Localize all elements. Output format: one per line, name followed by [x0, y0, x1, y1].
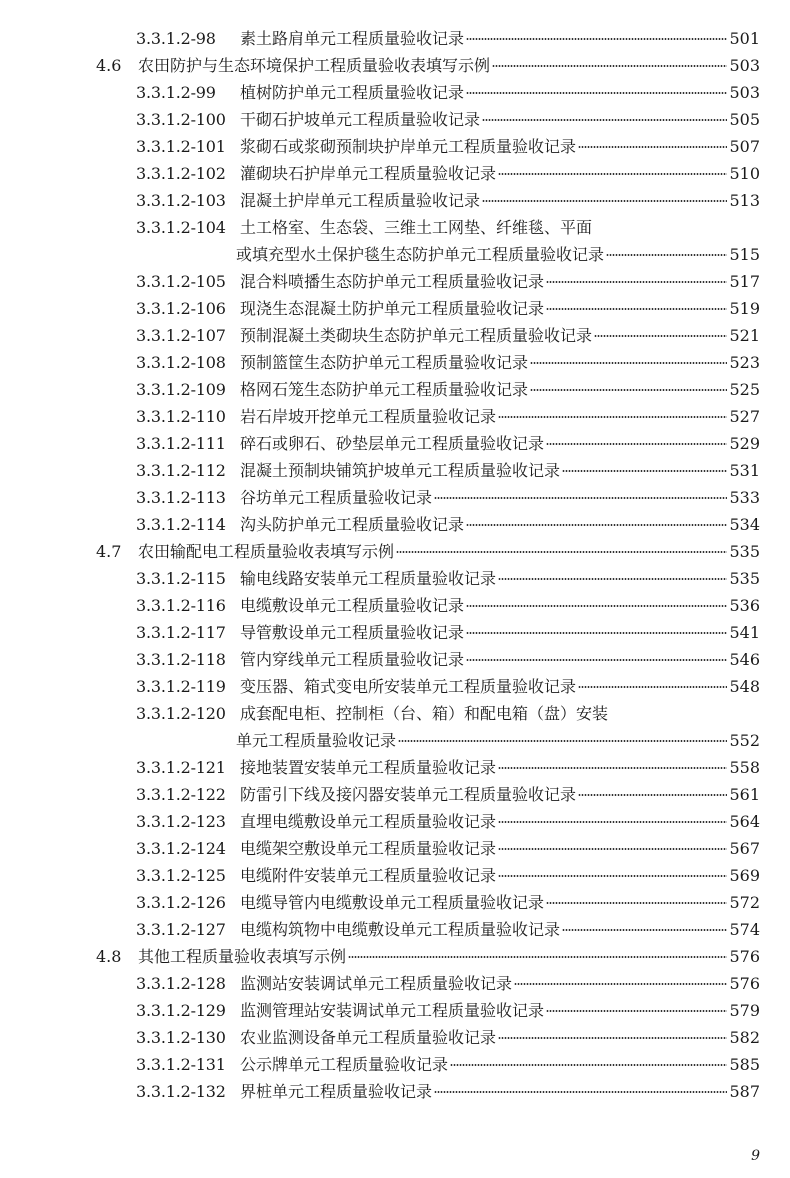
toc-page-ref: 569	[729, 866, 760, 885]
toc-page-ref: 515	[729, 245, 760, 264]
toc-entry-title: 混凝土护岸单元工程质量验收记录	[240, 191, 481, 210]
dot-leader	[530, 362, 727, 364]
dot-leader	[450, 1064, 727, 1066]
toc-entry-number: 3.3.1.2-101	[136, 137, 226, 156]
toc-page-ref: 576	[729, 947, 760, 966]
toc-entry-line	[240, 376, 760, 403]
toc-page-ref: 546	[729, 650, 760, 669]
toc-entry-title: 电缆架空敷设单元工程质量验收记录	[240, 839, 497, 858]
toc-entry-number: 3.3.1.2-125	[136, 866, 226, 885]
toc-entry-number: 3.3.1.2-132	[136, 1082, 226, 1101]
toc-entry-number: 3.3.1.2-127	[136, 920, 226, 939]
toc-entry-row[interactable]	[0, 376, 790, 403]
toc-entry-line	[240, 133, 760, 160]
toc-entry-number: 3.3.1.2-119	[136, 677, 226, 696]
toc-entry-row[interactable]	[0, 511, 790, 538]
toc-page-ref: 576	[729, 974, 760, 993]
toc-entry-row[interactable]	[0, 295, 790, 322]
toc-entry-row[interactable]	[0, 997, 790, 1024]
toc-entry-number: 3.3.1.2-104	[136, 218, 226, 237]
toc-entry-line	[240, 79, 760, 106]
toc-entry-line	[240, 430, 760, 457]
toc-page-ref: 558	[729, 758, 760, 777]
toc-entry-line	[240, 106, 760, 133]
dot-leader	[546, 902, 727, 904]
toc-page-ref: 519	[729, 299, 760, 318]
toc-page-ref: 564	[729, 812, 760, 831]
toc-entry-number: 3.3.1.2-118	[136, 650, 226, 669]
toc-entry-line	[240, 781, 760, 808]
toc-page-ref: 503	[729, 83, 760, 102]
toc-entry-title: 界桩单元工程质量验收记录	[240, 1082, 433, 1101]
toc-entry-number: 3.3.1.2-128	[136, 974, 226, 993]
toc-entry-title: 农田防护与生态环境保护工程质量验收表填写示例	[138, 56, 491, 75]
toc-entry-number: 3.3.1.2-122	[136, 785, 226, 804]
toc-entry-title: 土工格室、生态袋、三维土工网垫、纤维毯、平面	[240, 218, 593, 237]
toc-page-ref: 535	[729, 542, 760, 561]
toc-page-ref: 525	[729, 380, 760, 399]
toc-entry-line	[240, 295, 760, 322]
toc-page-ref: 533	[729, 488, 760, 507]
dot-leader	[348, 956, 727, 958]
toc-entry-row[interactable]	[0, 889, 790, 916]
toc-entry-number: 3.3.1.2-107	[136, 326, 226, 345]
toc-entry-title: 成套配电柜、控制柜（台、箱）和配电箱（盘）安装	[240, 704, 609, 723]
toc-entry-row[interactable]	[0, 565, 790, 592]
toc-page-ref: 567	[729, 839, 760, 858]
toc-entry-title: 预制篮筐生态防护单元工程质量验收记录	[240, 353, 529, 372]
dot-leader	[492, 65, 727, 67]
dot-leader	[498, 848, 727, 850]
toc-entry-line	[240, 916, 760, 943]
toc-entry-number: 3.3.1.2-99	[136, 83, 216, 102]
toc-entry-title: 混凝土预制块铺筑护坡单元工程质量验收记录	[240, 461, 561, 480]
toc-entry-title: 电缆敷设单元工程质量验收记录	[240, 596, 465, 615]
dot-leader	[498, 578, 727, 580]
toc-page-ref: 574	[729, 920, 760, 939]
toc-entry-number: 3.3.1.2-106	[136, 299, 226, 318]
toc-entry-line	[138, 52, 760, 79]
dot-leader	[498, 173, 727, 175]
toc-entry-number: 3.3.1.2-120	[136, 704, 226, 723]
dot-leader	[562, 929, 727, 931]
toc-entry-title: 混合料喷播生态防护单元工程质量验收记录	[240, 272, 545, 291]
toc-entry-line	[240, 673, 760, 700]
toc-entry-row[interactable]	[0, 646, 790, 673]
toc-entry-row[interactable]	[0, 1051, 790, 1078]
toc-entry-row[interactable]	[0, 160, 790, 187]
dot-leader	[466, 632, 727, 634]
toc-entry-title: 电缆导管内电缆敷设单元工程质量验收记录	[240, 893, 545, 912]
toc-entry-title: 干砌石护坡单元工程质量验收记录	[240, 110, 481, 129]
toc-page-ref: 552	[729, 731, 760, 750]
toc-page-ref: 541	[729, 623, 760, 642]
toc-entry-line	[240, 322, 760, 349]
toc-entry-row[interactable]	[0, 79, 790, 106]
toc-page-ref: 503	[729, 56, 760, 75]
toc-entry-row[interactable]	[0, 700, 790, 727]
toc-entry-row[interactable]	[0, 133, 790, 160]
dot-leader	[514, 983, 727, 985]
dot-leader	[466, 659, 727, 661]
toc-entry-number: 3.3.1.2-113	[136, 488, 226, 507]
toc-entry-line	[240, 1078, 760, 1105]
toc-page-ref: 513	[729, 191, 760, 210]
toc-entry-number: 3.3.1.2-112	[136, 461, 226, 480]
toc-page-ref: 582	[729, 1028, 760, 1047]
toc-entry-number: 3.3.1.2-123	[136, 812, 226, 831]
toc-entry-line	[240, 754, 760, 781]
toc-entry-row[interactable]	[0, 808, 790, 835]
toc-entry-line	[240, 403, 760, 430]
toc-entry-row[interactable]	[0, 457, 790, 484]
toc-entry-number: 4.6	[96, 56, 122, 75]
toc-entry-title: 浆砌石或浆砌预制块护岸单元工程质量验收记录	[240, 137, 577, 156]
toc-entry-row[interactable]	[0, 268, 790, 295]
toc-entry-line	[240, 997, 760, 1024]
dot-leader	[498, 875, 727, 877]
toc-entry-line	[240, 484, 760, 511]
toc-entry-number: 3.3.1.2-110	[136, 407, 226, 426]
toc-entry-row[interactable]	[0, 106, 790, 133]
toc-entry-number: 3.3.1.2-129	[136, 1001, 226, 1020]
toc-entry-line	[240, 592, 760, 619]
toc-entry-row[interactable]	[0, 754, 790, 781]
toc-entry-line	[236, 241, 760, 268]
toc-entry-line	[240, 889, 760, 916]
toc-entry-title: 现浇生态混凝土防护单元工程质量验收记录	[240, 299, 545, 318]
toc-page-ref: 534	[729, 515, 760, 534]
toc-entry-line	[240, 268, 760, 295]
dot-leader	[498, 416, 727, 418]
toc-page-ref: 535	[729, 569, 760, 588]
toc-entry-title: 导管敷设单元工程质量验收记录	[240, 623, 465, 642]
dot-leader	[578, 794, 727, 796]
toc-entry-number: 3.3.1.2-116	[136, 596, 226, 615]
toc-entry-line	[240, 970, 760, 997]
toc-entry-line	[240, 565, 760, 592]
dot-leader	[396, 551, 727, 553]
toc-entry-number: 3.3.1.2-102	[136, 164, 226, 183]
toc-page-ref: 501	[729, 29, 760, 48]
toc-entry-number: 3.3.1.2-114	[136, 515, 226, 534]
toc-entry-row[interactable]	[0, 1024, 790, 1051]
toc-entry-line	[236, 727, 760, 754]
toc-entry-row[interactable]	[0, 349, 790, 376]
dot-leader	[562, 470, 727, 472]
toc-entry-row[interactable]	[0, 322, 790, 349]
dot-leader	[578, 146, 727, 148]
dot-leader	[434, 497, 727, 499]
dot-leader	[546, 308, 727, 310]
toc-entry-row[interactable]	[0, 862, 790, 889]
toc-page-ref: 561	[729, 785, 760, 804]
toc-entry-row[interactable]	[0, 781, 790, 808]
toc-section-row[interactable]	[0, 538, 790, 565]
toc-entry-line	[240, 25, 760, 52]
toc-entry-line	[240, 457, 760, 484]
dot-leader	[594, 335, 727, 337]
toc-page-ref: 517	[729, 272, 760, 291]
toc-entry-number: 3.3.1.2-100	[136, 110, 226, 129]
toc-entry-row[interactable]	[0, 430, 790, 457]
toc-entry-number: 3.3.1.2-109	[136, 380, 226, 399]
toc-entry-title: 公示牌单元工程质量验收记录	[240, 1055, 449, 1074]
toc-entry-row[interactable]	[0, 241, 790, 268]
toc-entry-row[interactable]	[0, 619, 790, 646]
toc-entry-line	[240, 808, 760, 835]
toc-entry-row[interactable]	[0, 835, 790, 862]
toc-entry-number: 3.3.1.2-103	[136, 191, 226, 210]
toc-page-ref: 572	[729, 893, 760, 912]
toc-entry-number: 3.3.1.2-131	[136, 1055, 226, 1074]
toc-entry-title: 碎石或卵石、砂垫层单元工程质量验收记录	[240, 434, 545, 453]
toc-entry-title: 植树防护单元工程质量验收记录	[240, 83, 465, 102]
toc-entry-number: 3.3.1.2-115	[136, 569, 226, 588]
toc-entry-line	[138, 538, 760, 565]
toc-entry-number: 3.3.1.2-121	[136, 758, 226, 777]
dot-leader	[498, 767, 727, 769]
toc-entry-row[interactable]	[0, 214, 790, 241]
toc-entry-title: 农田输配电工程质量验收表填写示例	[138, 542, 395, 561]
toc-page-ref: 529	[729, 434, 760, 453]
toc-entry-title: 单元工程质量验收记录	[236, 731, 397, 750]
toc-entry-line	[240, 646, 760, 673]
toc-entry-number: 3.3.1.2-105	[136, 272, 226, 291]
toc-entry-row[interactable]	[0, 403, 790, 430]
dot-leader	[546, 443, 727, 445]
toc-entry-number: 3.3.1.2-126	[136, 893, 226, 912]
toc-entry-row[interactable]	[0, 25, 790, 52]
toc-entry-line	[240, 862, 760, 889]
toc-page-ref: 507	[729, 137, 760, 156]
toc-page-ref: 527	[729, 407, 760, 426]
dot-leader	[434, 1091, 727, 1093]
toc-entry-number: 3.3.1.2-108	[136, 353, 226, 372]
dot-leader	[466, 38, 727, 40]
toc-entry-line	[240, 1051, 760, 1078]
toc-entry-title: 监测管理站安装调试单元工程质量验收记录	[240, 1001, 545, 1020]
toc-entry-title: 防雷引下线及接闪器安装单元工程质量验收记录	[240, 785, 577, 804]
toc-entry-title: 电缆附件安装单元工程质量验收记录	[240, 866, 497, 885]
toc-page-ref: 536	[729, 596, 760, 615]
toc-page-ref: 585	[729, 1055, 760, 1074]
toc-entry-row[interactable]	[0, 970, 790, 997]
toc-entry-title: 沟头防护单元工程质量验收记录	[240, 515, 465, 534]
toc-page-ref: 587	[729, 1082, 760, 1101]
toc-entry-row[interactable]	[0, 592, 790, 619]
dot-leader	[546, 1010, 727, 1012]
toc-entry-number: 4.8	[96, 947, 122, 966]
toc-entry-line	[240, 349, 760, 376]
toc-section-row[interactable]	[0, 52, 790, 79]
dot-leader	[606, 254, 727, 256]
toc-entry-title: 谷坊单元工程质量验收记录	[240, 488, 433, 507]
toc-entry-title: 直埋电缆敷设单元工程质量验收记录	[240, 812, 497, 831]
dot-leader	[466, 92, 727, 94]
toc-entry-line	[240, 160, 760, 187]
toc-entry-line	[240, 619, 760, 646]
toc-entry-title: 素土路肩单元工程质量验收记录	[240, 29, 465, 48]
dot-leader	[482, 200, 727, 202]
toc-entry-title: 接地装置安装单元工程质量验收记录	[240, 758, 497, 777]
dot-leader	[546, 281, 727, 283]
dot-leader	[498, 1037, 727, 1039]
toc-entry-row[interactable]	[0, 1078, 790, 1105]
toc-page-ref: 548	[729, 677, 760, 696]
toc-entry-title: 灌砌块石护岸单元工程质量验收记录	[240, 164, 497, 183]
toc-entry-row[interactable]	[0, 916, 790, 943]
page-number: 9	[751, 1148, 760, 1164]
toc-entry-row[interactable]	[0, 187, 790, 214]
toc-page-ref: 505	[729, 110, 760, 129]
toc-entry-number: 3.3.1.2-117	[136, 623, 226, 642]
toc-entry-title: 预制混凝土类砌块生态防护单元工程质量验收记录	[240, 326, 593, 345]
dot-leader	[466, 605, 727, 607]
dot-leader	[530, 389, 727, 391]
dot-leader	[466, 524, 727, 526]
toc-entry-line	[240, 1024, 760, 1051]
toc-entry-title: 管内穿线单元工程质量验收记录	[240, 650, 465, 669]
toc-entry-title: 监测站安装调试单元工程质量验收记录	[240, 974, 513, 993]
toc-page-ref: 510	[729, 164, 760, 183]
toc-entry-title: 格网石笼生态防护单元工程质量验收记录	[240, 380, 529, 399]
toc-entry-number: 4.7	[96, 542, 122, 561]
toc-entry-number: 3.3.1.2-130	[136, 1028, 226, 1047]
toc-entry-title: 输电线路安装单元工程质量验收记录	[240, 569, 497, 588]
toc-entry-number: 3.3.1.2-98	[136, 29, 216, 48]
toc-entry-title: 农业监测设备单元工程质量验收记录	[240, 1028, 497, 1047]
toc-entry-row[interactable]	[0, 727, 790, 754]
toc-entry-title: 岩石岸坡开挖单元工程质量验收记录	[240, 407, 497, 426]
toc-page-ref: 521	[729, 326, 760, 345]
dot-leader	[482, 119, 727, 121]
toc-entry-title: 其他工程质量验收表填写示例	[138, 947, 347, 966]
dot-leader	[578, 686, 727, 688]
toc-section-row[interactable]	[0, 943, 790, 970]
toc-entry-number: 3.3.1.2-111	[136, 434, 226, 453]
toc-entry-row[interactable]	[0, 484, 790, 511]
toc-entry-line	[240, 511, 760, 538]
toc-entry-title: 电缆构筑物中电缆敷设单元工程质量验收记录	[240, 920, 561, 939]
toc-entry-row[interactable]	[0, 673, 790, 700]
toc-entry-title: 变压器、箱式变电所安装单元工程质量验收记录	[240, 677, 577, 696]
toc-entry-title: 或填充型水土保护毯生态防护单元工程质量验收记录	[236, 245, 605, 264]
toc-entry-line	[240, 187, 760, 214]
toc-page-ref: 579	[729, 1001, 760, 1020]
toc-page-ref: 531	[729, 461, 760, 480]
toc-entry-number: 3.3.1.2-124	[136, 839, 226, 858]
dot-leader	[398, 740, 727, 742]
toc-entry-line	[240, 835, 760, 862]
dot-leader	[498, 821, 727, 823]
toc-entry-line	[138, 943, 760, 970]
toc-page-ref: 523	[729, 353, 760, 372]
